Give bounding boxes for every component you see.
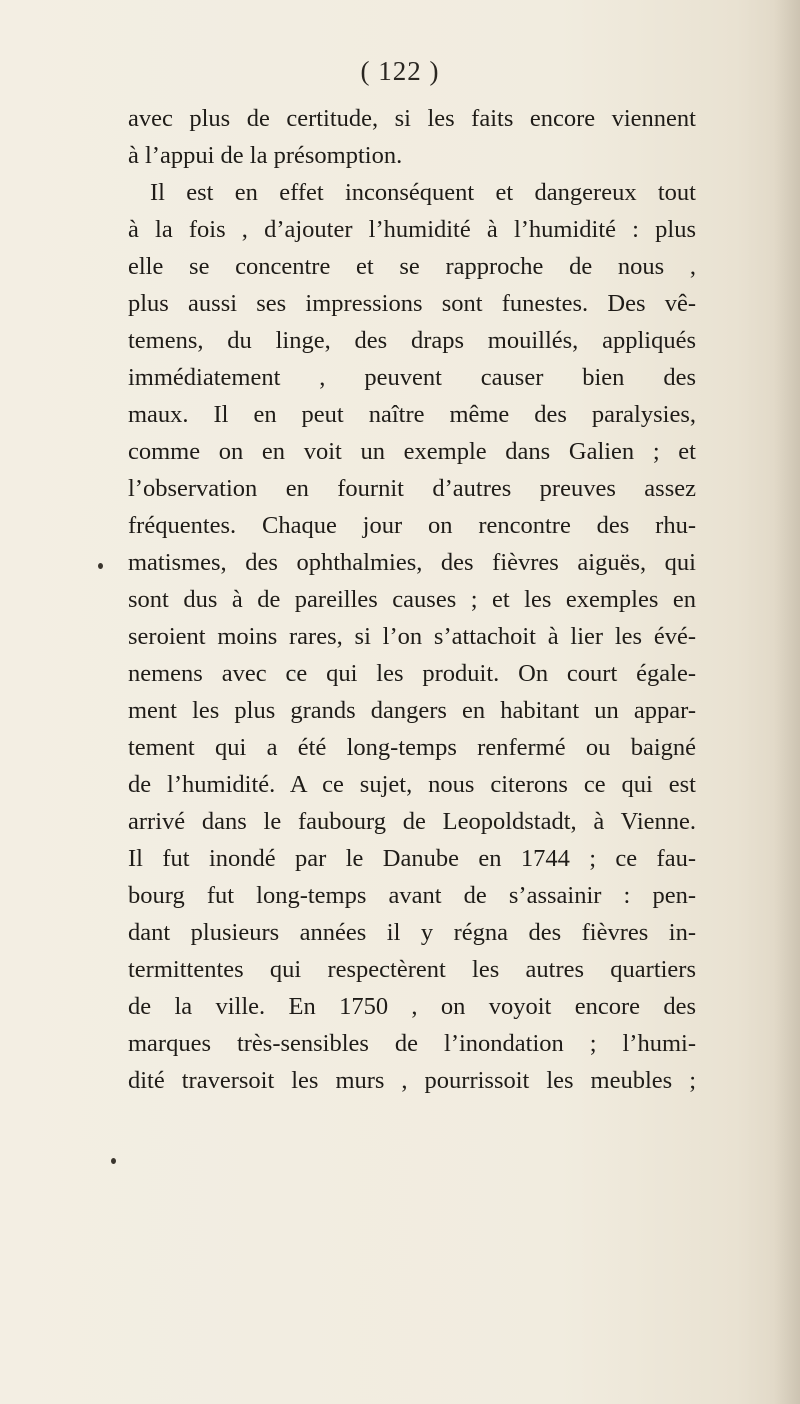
text-line: seroient moins rares, si l’on s’attachoit à lier les évé- bbox=[128, 623, 696, 650]
text-line: Il est en effet inconséquent et dangereux tout bbox=[150, 179, 696, 206]
text-line: sont dus à de pareilles causes ; et les exemples en bbox=[128, 586, 696, 613]
text-line: à l’appui de la présomption. bbox=[128, 142, 403, 169]
text-line: immédiatement , peuvent causer bien des bbox=[128, 364, 696, 391]
text-line: fréquentes. Chaque jour on rencontre des rhu- bbox=[128, 512, 696, 539]
text-line: plus aussi ses impressions sont funestes. Des vê- bbox=[128, 290, 696, 317]
text-line: termittentes qui respectèrent les autres quartiers bbox=[128, 956, 696, 983]
text-line: comme on en voit un exemple dans Galien ; et bbox=[128, 438, 696, 465]
text-line: avec plus de certitude, si les faits encore viennent bbox=[128, 105, 696, 132]
body-text bbox=[128, 100, 696, 1099]
text-line: ment les plus grands dangers en habitant un appar- bbox=[128, 697, 696, 724]
text-line: de l’humidité. A ce sujet, nous citerons ce qui est bbox=[128, 771, 696, 798]
text-line: arrivé dans le faubourg de Leopoldstadt, à Vienne. bbox=[128, 808, 696, 835]
text-line: à la fois , d’ajouter l’humidité à l’humidité : plus bbox=[128, 216, 696, 243]
text-line: maux. Il en peut naître même des paralysies, bbox=[128, 401, 696, 428]
text-line: dant plusieurs années il y régna des fièvres in- bbox=[128, 919, 696, 946]
ink-speck bbox=[111, 1158, 116, 1164]
page-number: ( 122 ) bbox=[360, 56, 440, 86]
text-line: de la ville. En 1750 , on voyoit encore des bbox=[128, 993, 696, 1020]
text-line: nemens avec ce qui les produit. On court égale- bbox=[128, 660, 696, 687]
text-line: l’observation en fournit d’autres preuves assez bbox=[128, 475, 696, 502]
text-line: matismes, des ophthalmies, des fièvres aiguës, qui bbox=[128, 549, 696, 576]
text-line: Il fut inondé par le Danube en 1744 ; ce fau- bbox=[128, 845, 696, 872]
text-line: temens, du linge, des draps mouillés, appliqués bbox=[128, 327, 696, 354]
text-line: bourg fut long-temps avant de s’assainir : pen- bbox=[128, 882, 696, 909]
text-line: tement qui a été long-temps renfermé ou baigné bbox=[128, 734, 696, 761]
text-line: elle se concentre et se rapproche de nous , bbox=[128, 253, 696, 280]
page-edge-shadow bbox=[774, 0, 800, 1404]
text-line: marques très-sensibles de l’inondation ; l’humi- bbox=[128, 1030, 696, 1057]
ink-speck bbox=[98, 563, 103, 569]
text-line: dité traversoit les murs , pourrissoit les meubles ; bbox=[128, 1067, 696, 1094]
